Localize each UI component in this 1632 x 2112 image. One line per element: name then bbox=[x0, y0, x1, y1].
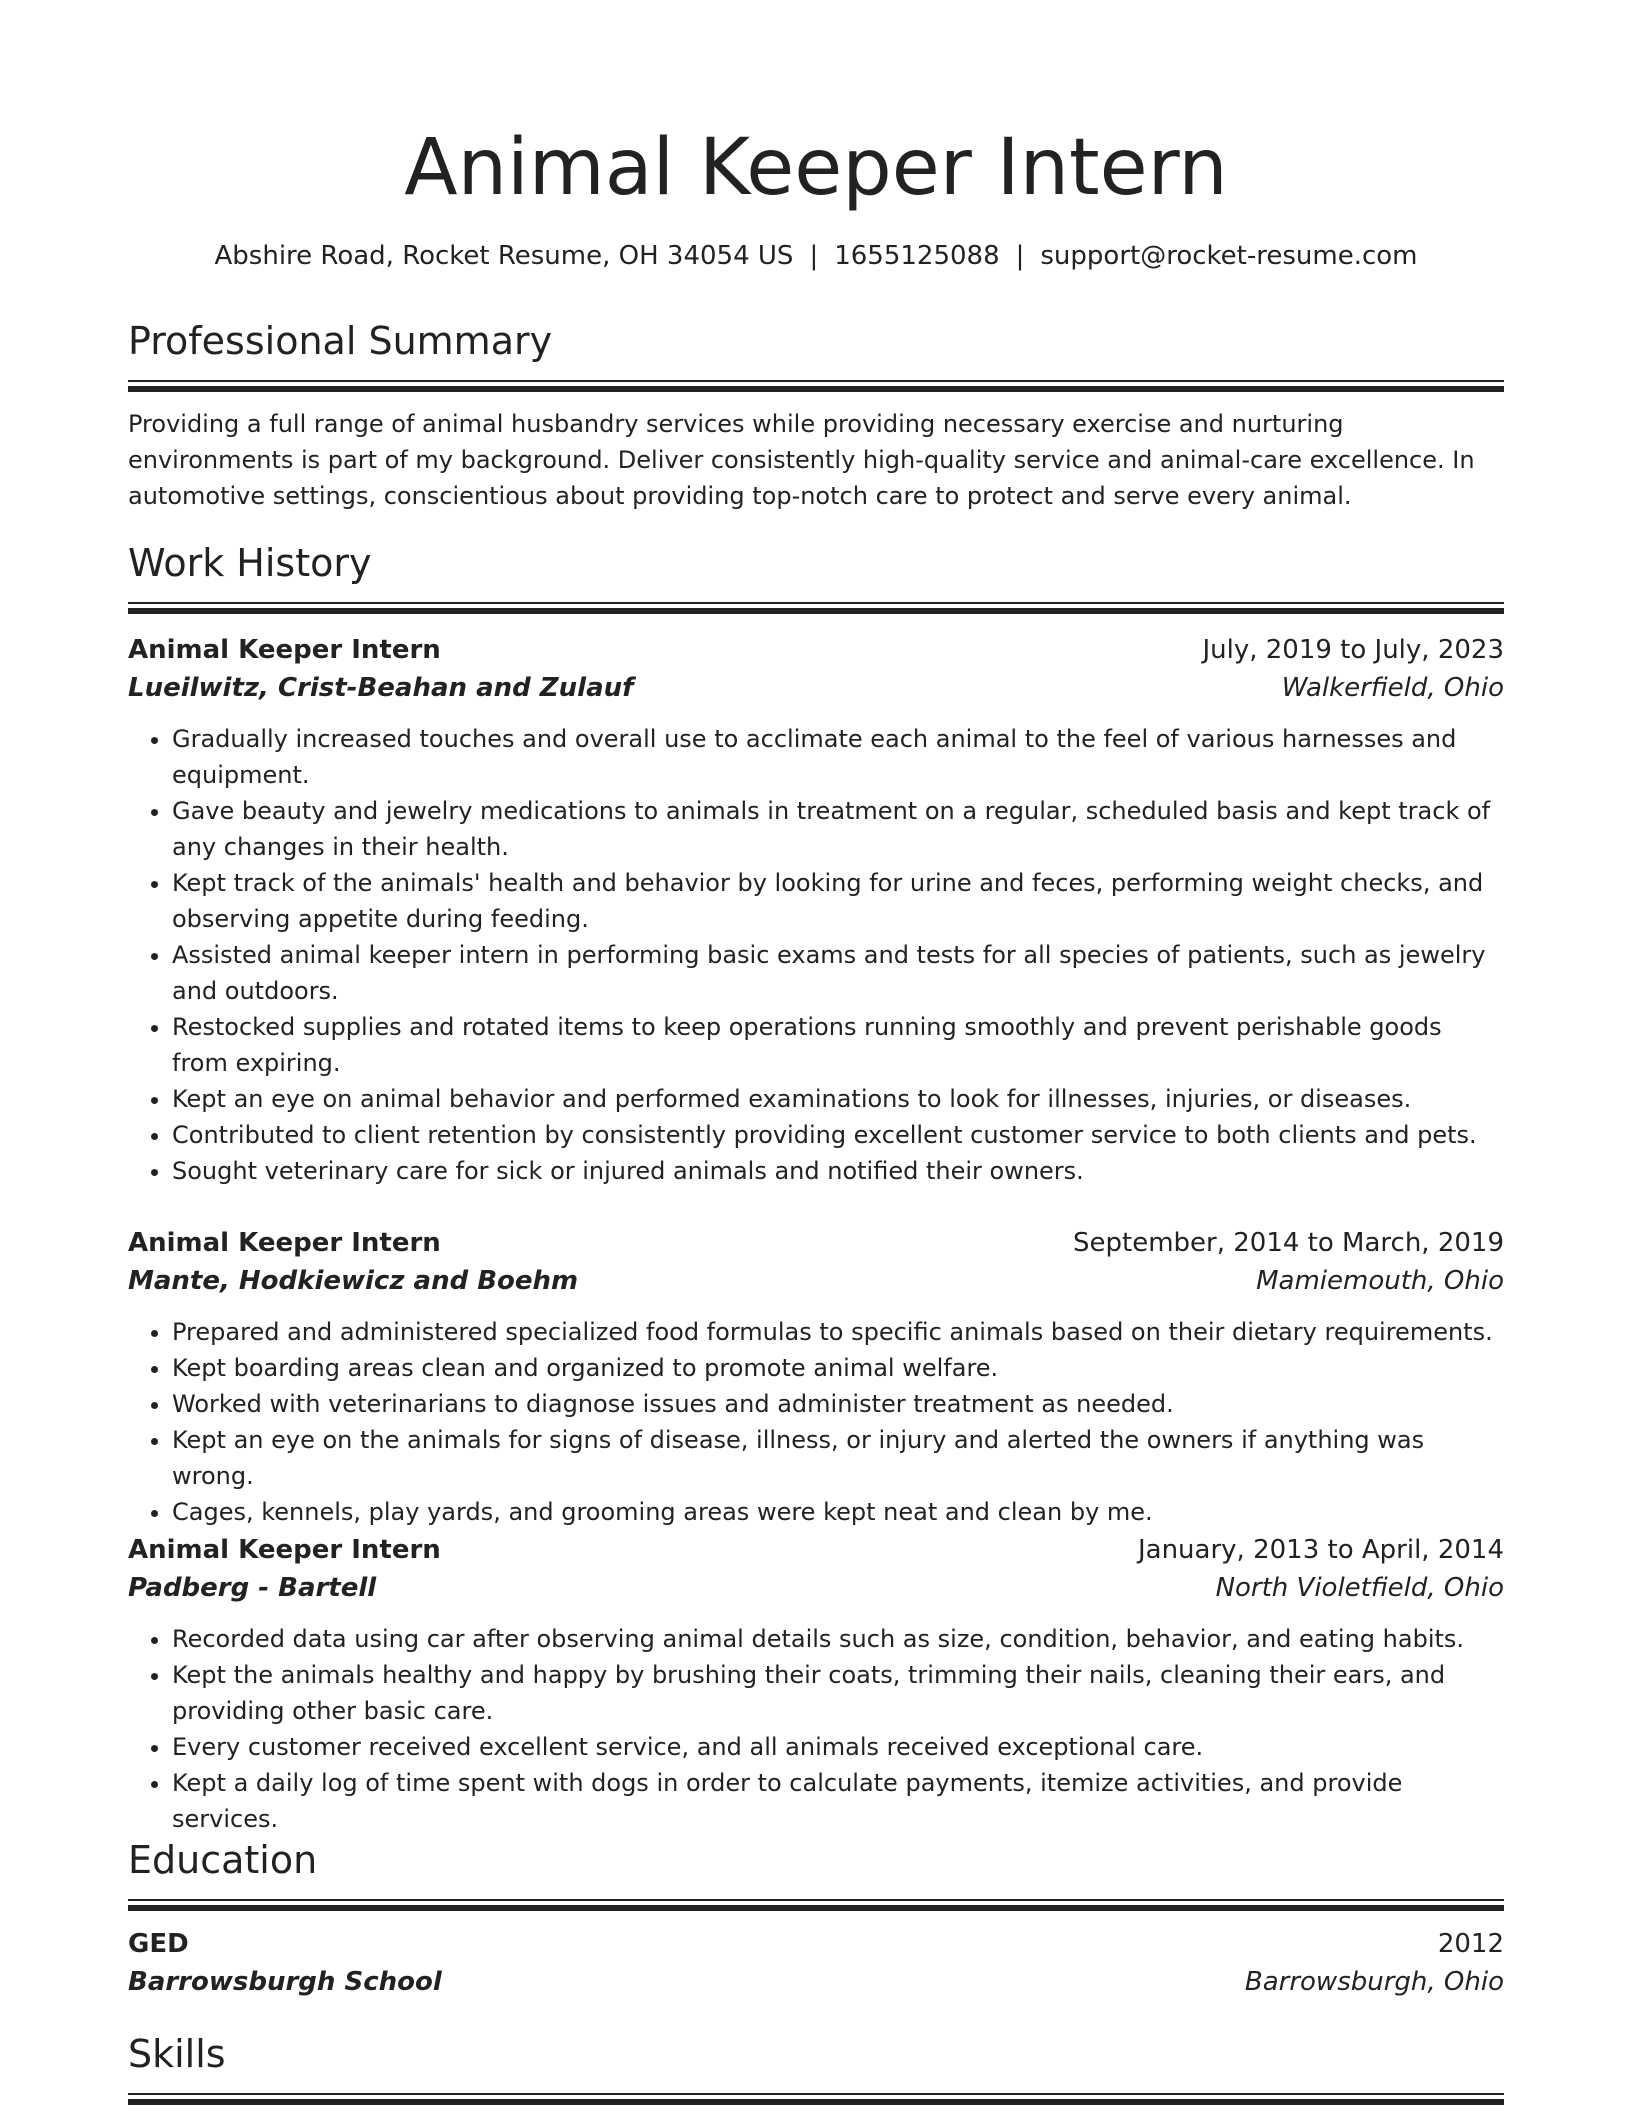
job-bullet: • Every customer received excellent service, and all animals received exceptional care. bbox=[172, 1729, 1504, 1765]
section-title-education: Education bbox=[128, 1838, 318, 1882]
job-bullet: • Kept boarding areas clean and organized to promote animal welfare. bbox=[172, 1350, 1504, 1386]
work-history-section bbox=[128, 538, 1504, 614]
job-bullet: • Contributed to client retention by consistently providing excellent customer service to both clients and pets. bbox=[172, 1117, 1504, 1153]
job-dates: September, 2014 to March, 2019 bbox=[1073, 1228, 1504, 1258]
section-divider bbox=[128, 380, 1504, 392]
education-degree: GED bbox=[128, 1929, 189, 1959]
education-school: Barrowsburgh School bbox=[128, 1967, 442, 1997]
section-divider bbox=[128, 2093, 1504, 2105]
job-entry bbox=[128, 631, 1504, 1189]
job-title: Animal Keeper Intern bbox=[128, 635, 441, 665]
job-bullet: • Worked with veterinarians to diagnose issues and administer treatment as needed. bbox=[172, 1386, 1504, 1422]
job-bullet: • Gave beauty and jewelry medications to animals in treatment on a regular, scheduled basis and kept track of any changes in their health. bbox=[172, 793, 1504, 865]
contact-email: support@rocket-resume.com bbox=[1040, 241, 1418, 271]
job-bullet-list bbox=[128, 1621, 1504, 1837]
job-bullet: • Kept an eye on animal behavior and performed examinations to look for illnesses, injuries, or diseases. bbox=[172, 1081, 1504, 1117]
resume-page bbox=[128, 0, 1504, 2112]
job-bullet: • Recorded data using car after observing animal details such as size, condition, behavior, and eating habits. bbox=[172, 1621, 1504, 1657]
job-bullet: • Sought veterinary care for sick or injured animals and notified their owners. bbox=[172, 1153, 1504, 1189]
job-location: Mamiemouth, Ohio bbox=[1256, 1266, 1504, 1296]
job-entry bbox=[128, 1224, 1504, 1530]
job-bullet: • Restocked supplies and rotated items to keep operations running smoothly and prevent perishable goods from expiring. bbox=[172, 1009, 1504, 1081]
job-company: Mante, Hodkiewicz and Boehm bbox=[128, 1266, 579, 1296]
job-company-row bbox=[128, 669, 1504, 707]
education-section bbox=[128, 1835, 1504, 1911]
job-title: Animal Keeper Intern bbox=[128, 1228, 441, 1258]
education-school-row bbox=[128, 1963, 1504, 2001]
job-bullet-list bbox=[128, 721, 1504, 1189]
section-title-skills: Skills bbox=[128, 2032, 226, 2076]
job-bullet: • Kept an eye on the animals for signs of disease, illness, or injury and alerted the owners if anything was wrong. bbox=[172, 1422, 1504, 1494]
contact-phone: 1655125088 bbox=[834, 241, 1000, 271]
job-header-row bbox=[128, 1531, 1504, 1569]
education-entry bbox=[128, 1925, 1504, 2001]
job-dates: July, 2019 to July, 2023 bbox=[1202, 635, 1504, 665]
job-bullet: • Assisted animal keeper intern in performing basic exams and tests for all species of patients, such as jewelry and outdoors. bbox=[172, 937, 1504, 1009]
section-title-summary: Professional Summary bbox=[128, 319, 553, 363]
contact-address: Abshire Road, Rocket Resume, OH 34054 US bbox=[214, 241, 794, 271]
contact-separator: | bbox=[809, 241, 819, 271]
education-header-row bbox=[128, 1925, 1504, 1963]
job-company: Lueilwitz, Crist-Beahan and Zulauf bbox=[128, 673, 634, 703]
job-bullet-list bbox=[128, 1314, 1504, 1530]
contact-separator: | bbox=[1015, 241, 1025, 271]
job-company-row bbox=[128, 1262, 1504, 1300]
summary-text: Providing a full range of animal husbandry services while providing necessary exercise and nurturing environments is part of my background. Deliver consistently high-quality service and animal-care excellence. In automotive settings, conscientious about providing top-notch care to protect and serve every animal. bbox=[128, 410, 1475, 510]
job-company-row bbox=[128, 1569, 1504, 1607]
skills-section bbox=[128, 2029, 1504, 2105]
job-bullet: • Gradually increased touches and overall use to acclimate each animal to the feel of various harnesses and equipment. bbox=[172, 721, 1504, 793]
candidate-name: Animal Keeper Intern bbox=[404, 123, 1228, 213]
job-bullet: • Kept track of the animals' health and behavior by looking for urine and feces, performing weight checks, and observing appetite during feeding. bbox=[172, 865, 1504, 937]
section-title-work-history: Work History bbox=[128, 541, 372, 585]
job-location: Walkerfield, Ohio bbox=[1281, 673, 1504, 703]
education-year: 2012 bbox=[1437, 1929, 1504, 1959]
job-header-row bbox=[128, 631, 1504, 669]
job-title: Animal Keeper Intern bbox=[128, 1535, 441, 1565]
job-header-row bbox=[128, 1224, 1504, 1262]
section-divider bbox=[128, 602, 1504, 614]
job-bullet: • Cages, kennels, play yards, and grooming areas were kept neat and clean by me. bbox=[172, 1494, 1504, 1530]
job-location: North Violetfield, Ohio bbox=[1215, 1573, 1504, 1603]
job-dates: January, 2013 to April, 2014 bbox=[1137, 1535, 1504, 1565]
job-bullet: • Kept a daily log of time spent with dogs in order to calculate payments, itemize activities, and provide services. bbox=[172, 1765, 1504, 1837]
job-entry bbox=[128, 1531, 1504, 1837]
job-bullet: • Kept the animals healthy and happy by brushing their coats, trimming their nails, cleaning their ears, and providing other basic care. bbox=[172, 1657, 1504, 1729]
section-divider bbox=[128, 1899, 1504, 1911]
contact-line bbox=[128, 238, 1504, 274]
summary-section bbox=[128, 316, 1504, 514]
education-location: Barrowsburgh, Ohio bbox=[1244, 1967, 1504, 1997]
job-bullet: • Prepared and administered specialized food formulas to specific animals based on their dietary requirements. bbox=[172, 1314, 1504, 1350]
job-company: Padberg - Bartell bbox=[128, 1573, 377, 1603]
